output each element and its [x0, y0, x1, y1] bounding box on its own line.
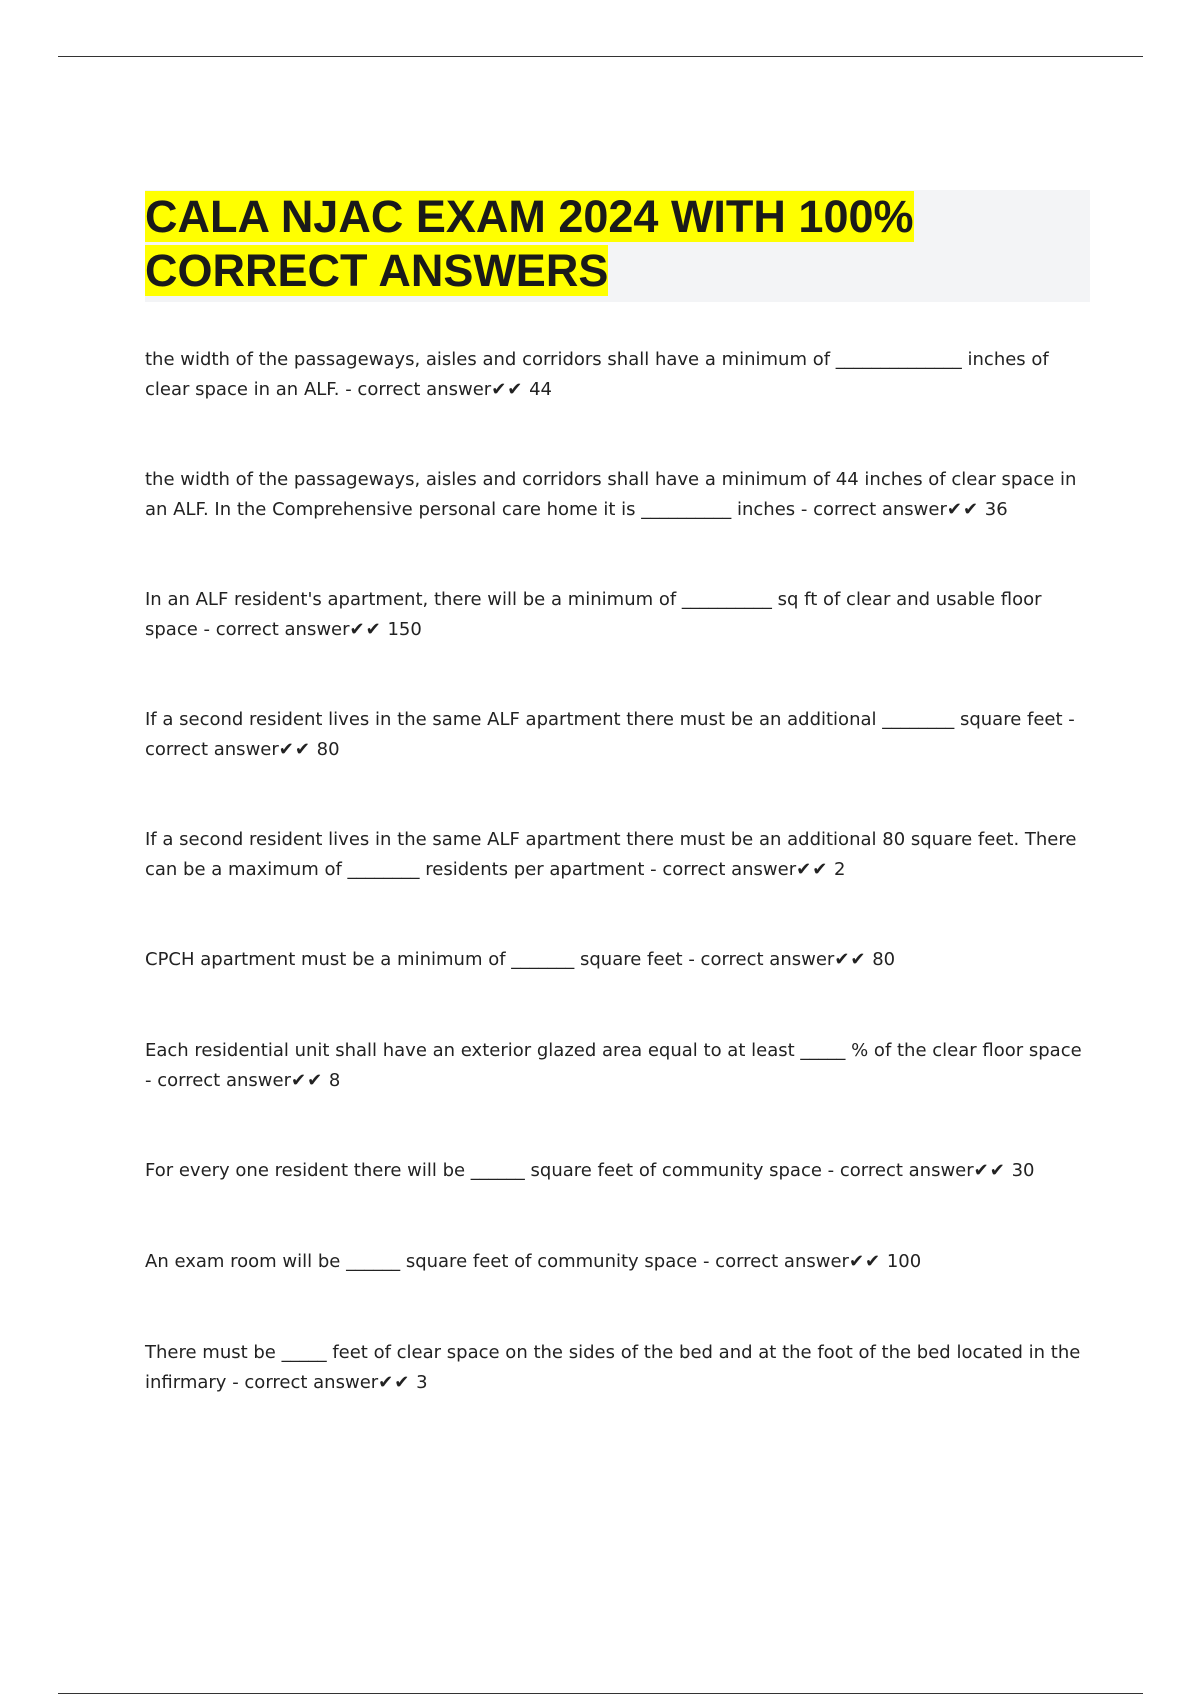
answer-prefix: - correct answer — [145, 1070, 291, 1091]
answer-value: 30 — [1011, 1160, 1035, 1181]
checkmark-icon: ✔✔ — [834, 949, 867, 970]
answer-prefix: - correct answer — [702, 1251, 849, 1272]
checkmark-icon: ✔✔ — [349, 619, 382, 640]
answer-value: 44 — [529, 379, 552, 400]
checkmark-icon: ✔✔ — [973, 1160, 1006, 1181]
answer-prefix: - correct answer — [827, 1160, 974, 1181]
answer-prefix: - correct answer — [650, 859, 797, 880]
answer-value: 80 — [316, 739, 340, 760]
title-block — [145, 190, 1090, 302]
question-text: the width of the passageways, aisles and corridors shall have a minimum of 44 inches of clear space in an ALF. In the Comprehensive personal care home it is __________ inches — [145, 469, 1077, 520]
answer-value: 3 — [416, 1372, 428, 1393]
question-text: If a second resident lives in the same ALF apartment there must be an additional 80 square feet. There can be a maximum of ________ residents per apartment — [145, 829, 1077, 880]
list-item — [145, 945, 1090, 1036]
list-item — [145, 1338, 1090, 1458]
question-text: CPCH apartment must be a minimum of _______ square feet — [145, 949, 683, 970]
question-text: the width of the passageways, aisles and corridors shall have a minimum of ______________ inches of clear space in an ALF. — [145, 349, 1049, 400]
checkmark-icon: ✔✔ — [848, 1251, 882, 1272]
list-item — [145, 1156, 1090, 1247]
list-item — [145, 345, 1090, 465]
list-item — [145, 1036, 1090, 1156]
list-item — [145, 825, 1090, 945]
answer-prefix: - correct answer — [345, 379, 492, 400]
answer-value: 8 — [328, 1070, 341, 1091]
answer-value: 100 — [886, 1251, 922, 1272]
answer-prefix: - correct answer — [688, 949, 835, 970]
answer-prefix: - correct answer — [145, 709, 1075, 760]
list-item — [145, 1247, 1090, 1338]
list-item — [145, 465, 1090, 585]
answer-prefix: - correct answer — [203, 619, 350, 640]
question-list — [145, 345, 1090, 1458]
page-title — [145, 190, 985, 298]
list-item — [145, 585, 1090, 705]
list-item — [145, 705, 1090, 825]
question-text: There must be _____ feet of clear space on the sides of the bed and at the foot of the bed located in the infirmary — [145, 1342, 1081, 1393]
checkmark-icon: ✔✔ — [491, 379, 524, 400]
checkmark-icon: ✔✔ — [796, 859, 829, 880]
answer-prefix: - correct answer — [800, 499, 947, 520]
bottom-rule — [58, 1693, 1143, 1694]
checkmark-icon: ✔✔ — [946, 499, 980, 520]
answer-value: 150 — [387, 619, 422, 640]
checkmark-icon: ✔✔ — [378, 1372, 411, 1393]
question-text: Each residential unit shall have an exterior glazed area equal to at least _____ % of the clear floor space — [145, 1040, 1082, 1061]
answer-value: 2 — [834, 859, 846, 880]
top-rule — [58, 56, 1143, 57]
answer-value: 36 — [984, 499, 1008, 520]
checkmark-icon: ✔✔ — [278, 739, 311, 760]
checkmark-icon: ✔✔ — [290, 1070, 324, 1091]
question-text: An exam room will be ______ square feet of community space — [145, 1251, 698, 1272]
answer-value: 80 — [872, 949, 896, 970]
question-text: If a second resident lives in the same ALF apartment there must be an additional ________ square feet — [145, 709, 1063, 730]
question-text: In an ALF resident's apartment, there will be a minimum of __________ sq ft of clear and usable floor space — [145, 589, 1042, 640]
answer-prefix: - correct answer — [232, 1372, 379, 1393]
title-highlight: CALA NJAC EXAM 2024 WITH 100% CORRECT ANSWERS — [145, 191, 914, 296]
question-text: For every one resident there will be ______ square feet of community space — [145, 1160, 822, 1181]
